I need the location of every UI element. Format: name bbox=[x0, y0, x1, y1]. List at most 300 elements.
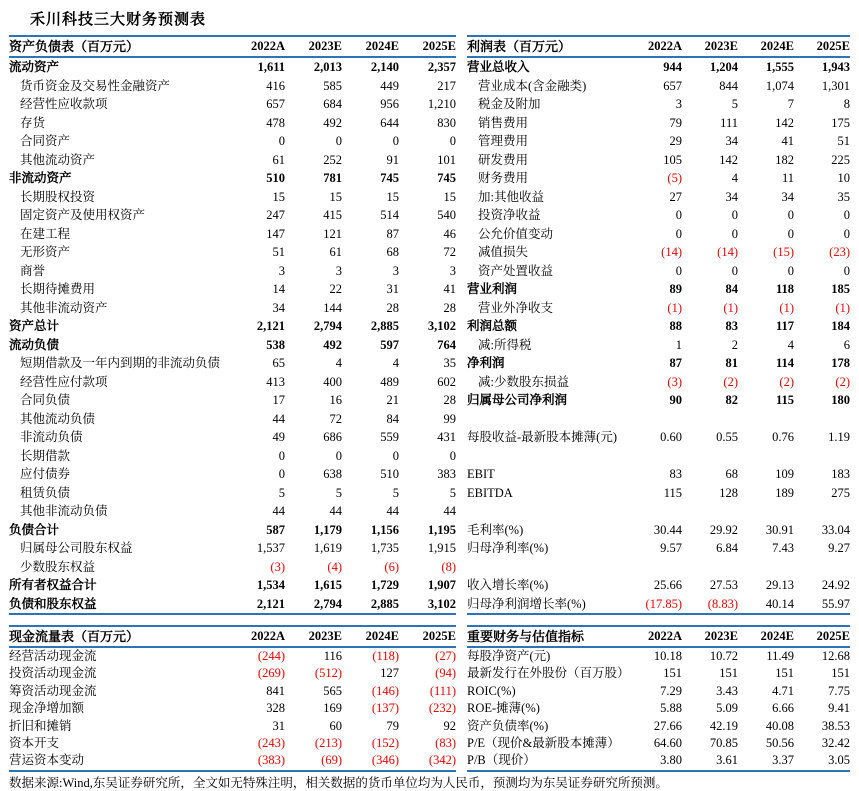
cell-value: 6 bbox=[843, 337, 850, 352]
row-label: 长期股权投资 bbox=[20, 189, 96, 204]
cell-value: 15 bbox=[329, 189, 342, 204]
cell-value: 41 bbox=[443, 282, 456, 296]
table-row bbox=[467, 683, 850, 700]
table-row bbox=[467, 206, 850, 225]
cell-value: 14 bbox=[272, 282, 285, 296]
cell-value: 7.43 bbox=[772, 541, 794, 555]
cell-value: 7 bbox=[787, 97, 794, 111]
cell-value: 0 bbox=[449, 448, 456, 463]
cell-value: 32.42 bbox=[821, 736, 850, 751]
spacer-row bbox=[467, 447, 850, 466]
cell-value: 449 bbox=[380, 78, 399, 93]
cell-value: 6.66 bbox=[772, 701, 794, 716]
row-label: 负债和股东权益 bbox=[9, 595, 228, 615]
table-row bbox=[9, 317, 456, 336]
cell-value bbox=[738, 502, 794, 521]
cell-value: 3,102 bbox=[427, 319, 456, 333]
cell-value: 49 bbox=[272, 430, 285, 444]
cell-value: 3.05 bbox=[794, 752, 850, 770]
spacer-row bbox=[467, 558, 850, 577]
row-label: 非流动资产 bbox=[9, 171, 72, 185]
table-row bbox=[467, 595, 850, 615]
table-row bbox=[9, 576, 456, 595]
row-label: 所有者权益合计 bbox=[9, 578, 97, 592]
cell-value: 28 bbox=[443, 300, 456, 315]
cell-value: 0 bbox=[843, 263, 850, 278]
cell-value: 65 bbox=[272, 356, 285, 370]
table-row bbox=[9, 169, 456, 188]
cell-value: 15 bbox=[443, 189, 456, 204]
cell-value: 83 bbox=[669, 467, 682, 481]
cell-value: 109 bbox=[775, 467, 794, 481]
cell-value: 383 bbox=[437, 467, 456, 481]
cell-value: 38.53 bbox=[821, 718, 850, 733]
row-label: 最新发行在外股份（百万股） bbox=[467, 666, 630, 681]
cell-value: (2) bbox=[779, 374, 794, 389]
cell-value: 101 bbox=[437, 152, 456, 167]
page-title: 禾川科技三大财务预测表 bbox=[30, 12, 207, 28]
cell-value bbox=[626, 502, 682, 521]
cell-value: 50.56 bbox=[765, 736, 794, 751]
row-label: 毛利率(%) bbox=[467, 522, 524, 537]
cell-value: 115 bbox=[775, 393, 794, 407]
cell-value: 764 bbox=[437, 337, 456, 352]
table-row bbox=[9, 521, 456, 540]
row-label: 减值损失 bbox=[478, 245, 529, 259]
cell-value: 1,156 bbox=[370, 522, 399, 537]
cell-value: 87 bbox=[386, 226, 399, 241]
table-row bbox=[467, 57, 850, 77]
cell-value: 0 bbox=[731, 263, 738, 278]
row-label: 租赁负债 bbox=[20, 485, 71, 500]
income-statement-table bbox=[467, 35, 850, 615]
table-row bbox=[9, 484, 456, 503]
cell-value: 944 bbox=[663, 60, 682, 74]
cell-value: 413 bbox=[266, 374, 285, 389]
balance-sheet bbox=[9, 35, 456, 615]
cell-value: (1) bbox=[835, 300, 850, 315]
cell-value bbox=[738, 558, 794, 577]
table-row bbox=[467, 114, 850, 133]
cell-value: 415 bbox=[323, 208, 342, 222]
row-label: 营业外净收支 bbox=[478, 300, 554, 315]
table-row bbox=[9, 683, 456, 700]
table-row bbox=[9, 447, 456, 466]
table-title: 资产负债表（百万元） bbox=[9, 36, 228, 57]
cell-value: 25.66 bbox=[653, 578, 682, 592]
cell-value bbox=[794, 410, 850, 429]
cell-value: 44 bbox=[329, 504, 342, 518]
cell-value: 657 bbox=[266, 97, 285, 111]
row-label: 资产负债率(%) bbox=[467, 718, 549, 733]
table-row bbox=[467, 336, 850, 355]
row-label: 公允价值变动 bbox=[478, 226, 554, 241]
cell-value: 180 bbox=[831, 393, 850, 407]
table-row bbox=[467, 735, 850, 752]
cell-value: 27.53 bbox=[709, 578, 738, 592]
cell-value: (1) bbox=[667, 300, 682, 315]
cell-value: 12.68 bbox=[821, 649, 850, 663]
cell-value: 0 bbox=[392, 448, 399, 463]
cell-value: 1.19 bbox=[828, 430, 850, 444]
cash-flow-table bbox=[9, 625, 456, 772]
row-label: 少数股东权益 bbox=[20, 559, 96, 574]
cell-value: 144 bbox=[323, 300, 342, 315]
cell-value: 275 bbox=[831, 485, 850, 500]
cell-value: 9.57 bbox=[660, 541, 682, 555]
cell-value: 147 bbox=[266, 226, 285, 241]
cell-value: 3 bbox=[335, 263, 342, 278]
cell-value: 7.75 bbox=[828, 683, 850, 698]
cell-value: 5.88 bbox=[660, 701, 682, 716]
cell-value bbox=[738, 410, 794, 429]
cell-value: 585 bbox=[323, 78, 342, 93]
cell-value: (137) bbox=[371, 701, 399, 716]
cell-value: 84 bbox=[725, 282, 738, 296]
row-label: 固定资产及使用权资产 bbox=[20, 208, 146, 222]
cell-value: 17 bbox=[272, 393, 285, 407]
table-row bbox=[9, 188, 456, 207]
cell-value: 559 bbox=[380, 430, 399, 444]
table-row bbox=[9, 262, 456, 281]
row-label: 减:少数股东损益 bbox=[478, 374, 569, 389]
column-header: 2024E bbox=[738, 626, 794, 647]
cell-value: 1,534 bbox=[256, 578, 285, 592]
table-row bbox=[467, 752, 850, 770]
cell-value: 5 bbox=[449, 485, 456, 500]
cell-value: 2,140 bbox=[370, 60, 399, 74]
cell-value: 1,943 bbox=[821, 60, 850, 74]
cell-value: 0.55 bbox=[716, 430, 738, 444]
table-row bbox=[467, 243, 850, 262]
cell-value: 34 bbox=[272, 300, 285, 315]
cell-value: (2) bbox=[835, 374, 850, 389]
cell-value: 46 bbox=[443, 226, 456, 241]
row-label: 营业利润 bbox=[467, 282, 518, 296]
row-label: 营业总收入 bbox=[467, 60, 530, 74]
cell-value: 34 bbox=[781, 189, 794, 204]
row-label: 减:所得税 bbox=[478, 337, 532, 352]
cell-value: (27) bbox=[435, 649, 456, 663]
table-row bbox=[467, 354, 850, 373]
row-label: 流动资产 bbox=[9, 60, 60, 74]
column-header: 2022A bbox=[228, 36, 285, 57]
cell-value: (14) bbox=[717, 245, 738, 259]
row-label: 长期待摊费用 bbox=[20, 282, 96, 296]
row-label: 利润总额 bbox=[467, 319, 518, 333]
cell-value: 2,885 bbox=[370, 319, 399, 333]
cell-value: 514 bbox=[380, 208, 399, 222]
row-label: 每股净资产(元) bbox=[467, 649, 551, 663]
cell-value: 15 bbox=[386, 189, 399, 204]
cell-value bbox=[794, 558, 850, 577]
cell-value: 184 bbox=[831, 319, 850, 333]
key-metrics bbox=[467, 625, 850, 772]
cell-value: 4 bbox=[392, 356, 399, 370]
cell-value: 2,121 bbox=[256, 319, 285, 333]
cell-value: 431 bbox=[437, 430, 456, 444]
cell-value: 0 bbox=[675, 208, 682, 222]
table-row bbox=[9, 373, 456, 392]
row-label: 每股收益-最新股本摊薄(元) bbox=[467, 430, 617, 444]
row-label: 其他流动负债 bbox=[20, 411, 96, 426]
cell-value: (94) bbox=[435, 666, 456, 681]
cell-value: 684 bbox=[323, 97, 342, 111]
table-row bbox=[467, 262, 850, 281]
cell-value: 0 bbox=[843, 226, 850, 241]
table-row bbox=[9, 539, 456, 558]
cell-value: 31 bbox=[386, 282, 399, 296]
row-label: 筹资活动现金流 bbox=[9, 683, 97, 698]
row-label: ROE-摊薄(%) bbox=[467, 701, 540, 716]
cell-value: 0 bbox=[392, 134, 399, 148]
cell-value: (14) bbox=[661, 245, 682, 259]
table-row bbox=[9, 225, 456, 244]
column-header: 2023E bbox=[682, 626, 738, 647]
cell-value: 11 bbox=[781, 171, 794, 185]
cell-value: 42.19 bbox=[709, 718, 738, 733]
cell-value: 6.84 bbox=[716, 541, 738, 555]
income-statement bbox=[467, 35, 850, 615]
table-row bbox=[467, 521, 850, 540]
cell-value: 5.09 bbox=[716, 701, 738, 716]
table-title: 重要财务与估值指标 bbox=[467, 626, 626, 647]
cell-value: (69) bbox=[285, 752, 342, 770]
row-label bbox=[467, 410, 626, 429]
column-header: 2025E bbox=[794, 36, 850, 57]
cell-value: 41 bbox=[781, 134, 794, 148]
table-row bbox=[467, 280, 850, 299]
cell-value: 90 bbox=[669, 393, 682, 407]
cell-value: (342) bbox=[399, 752, 456, 770]
row-label: 经营活动现金流 bbox=[9, 649, 97, 663]
cell-value: 745 bbox=[380, 171, 399, 185]
row-label: 资产总计 bbox=[9, 319, 60, 333]
cell-value: 151 bbox=[719, 666, 738, 681]
row-label: 其他非流动资产 bbox=[20, 300, 108, 315]
cell-value bbox=[738, 447, 794, 466]
row-label: 商誉 bbox=[20, 263, 46, 278]
cell-value: 1 bbox=[675, 337, 682, 352]
cell-value: 400 bbox=[323, 374, 342, 389]
row-label: 净利润 bbox=[467, 356, 505, 370]
cell-value bbox=[682, 410, 738, 429]
column-header: 2025E bbox=[399, 626, 456, 647]
cell-value: 118 bbox=[775, 282, 794, 296]
cell-value: (3) bbox=[667, 374, 682, 389]
table-row bbox=[467, 317, 850, 336]
cell-value: 87 bbox=[669, 356, 682, 370]
cell-value: 0 bbox=[675, 226, 682, 241]
cell-value: 1,204 bbox=[709, 60, 738, 74]
cell-value: (111) bbox=[429, 683, 456, 698]
row-label: 投资净收益 bbox=[478, 208, 541, 222]
cell-value: 416 bbox=[266, 78, 285, 93]
table-row bbox=[9, 132, 456, 151]
cell-value: (118) bbox=[372, 649, 399, 663]
table-row bbox=[9, 558, 456, 577]
tables-grid bbox=[9, 35, 850, 772]
cell-value: 0 bbox=[278, 467, 285, 481]
table-row bbox=[9, 299, 456, 318]
row-label: 短期借款及一年内到期的非流动负债 bbox=[20, 356, 221, 370]
row-label: 无形资产 bbox=[20, 245, 71, 259]
cell-value: 0 bbox=[449, 134, 456, 148]
row-label: 货币资金及交易性金融资产 bbox=[20, 78, 171, 93]
row-label: 经营性应付款项 bbox=[20, 374, 108, 389]
cell-value: 169 bbox=[323, 701, 342, 716]
cell-value: 21 bbox=[386, 393, 399, 407]
table-row bbox=[467, 391, 850, 410]
table-row bbox=[9, 151, 456, 170]
cell-value: 33.04 bbox=[821, 522, 850, 537]
table-row bbox=[467, 299, 850, 318]
column-header: 2025E bbox=[794, 626, 850, 647]
cell-value: (6) bbox=[384, 559, 399, 574]
table-row bbox=[9, 502, 456, 521]
cell-value: 1,915 bbox=[427, 541, 456, 555]
cell-value: 82 bbox=[725, 393, 738, 407]
column-header: 2024E bbox=[342, 626, 399, 647]
table-row bbox=[9, 95, 456, 114]
table-row bbox=[9, 718, 456, 735]
cell-value: 99 bbox=[443, 411, 456, 426]
cell-value: 3,102 bbox=[399, 595, 456, 615]
cell-value: (213) bbox=[314, 736, 342, 751]
table-row bbox=[467, 373, 850, 392]
table-row bbox=[9, 206, 456, 225]
cell-value: 79 bbox=[669, 115, 682, 130]
cell-value: (346) bbox=[342, 752, 399, 770]
cell-value: 117 bbox=[775, 319, 794, 333]
header-row bbox=[467, 626, 850, 647]
table-row bbox=[467, 576, 850, 595]
cell-value: (152) bbox=[371, 736, 399, 751]
cell-value: 3.37 bbox=[738, 752, 794, 770]
column-header: 2022A bbox=[228, 626, 285, 647]
cell-value: 2,885 bbox=[342, 595, 399, 615]
cell-value: 92 bbox=[443, 718, 456, 733]
cell-value bbox=[682, 502, 738, 521]
cell-value: 2 bbox=[731, 337, 738, 352]
row-label: 其他流动资产 bbox=[20, 152, 96, 167]
cell-value: 35 bbox=[443, 356, 456, 370]
row-label: 负债合计 bbox=[9, 522, 60, 537]
row-label: 销售费用 bbox=[478, 115, 529, 130]
cell-value: 128 bbox=[719, 485, 738, 500]
cell-value: 114 bbox=[775, 356, 794, 370]
cell-value: (23) bbox=[829, 245, 850, 259]
cell-value: 44 bbox=[443, 504, 456, 518]
cell-value: 956 bbox=[380, 97, 399, 111]
table-row bbox=[9, 465, 456, 484]
cell-value: 88 bbox=[669, 319, 682, 333]
column-header: 2023E bbox=[682, 36, 738, 57]
cell-value: 1,555 bbox=[765, 60, 794, 74]
cell-value: 781 bbox=[323, 171, 342, 185]
row-label: 税金及附加 bbox=[478, 97, 541, 111]
cell-value: 44 bbox=[386, 504, 399, 518]
table-row bbox=[467, 77, 850, 96]
row-label: 归属母公司股东权益 bbox=[20, 541, 133, 555]
row-label: 其他非流动负债 bbox=[20, 504, 108, 518]
row-label: 管理费用 bbox=[478, 134, 529, 148]
row-label: 研发费用 bbox=[478, 152, 529, 167]
cell-value: 686 bbox=[323, 430, 342, 444]
cell-value: 1,210 bbox=[427, 97, 456, 111]
row-label: EBITDA bbox=[467, 485, 513, 500]
cell-value: 35 bbox=[837, 189, 850, 204]
row-label: ROIC(%) bbox=[467, 683, 516, 698]
cell-value: 0 bbox=[335, 448, 342, 463]
cell-value: 1,735 bbox=[370, 541, 399, 555]
cell-value: (146) bbox=[371, 683, 399, 698]
cell-value: 81 bbox=[725, 356, 738, 370]
cell-value: (232) bbox=[428, 701, 456, 716]
cell-value: 34 bbox=[725, 134, 738, 148]
table-row bbox=[467, 151, 850, 170]
cell-value: 2,013 bbox=[313, 60, 342, 74]
cell-value: 0.76 bbox=[772, 430, 794, 444]
cell-value: 127 bbox=[380, 666, 399, 681]
table-row bbox=[9, 595, 456, 615]
row-label: 经营性应收款项 bbox=[20, 97, 108, 111]
cell-value: 602 bbox=[437, 374, 456, 389]
cell-value: 28 bbox=[443, 393, 456, 407]
row-label: 投资活动现金流 bbox=[9, 666, 97, 681]
cell-value: 22 bbox=[329, 282, 342, 296]
cell-value: 597 bbox=[380, 337, 399, 352]
cell-value: 0 bbox=[278, 134, 285, 148]
table-title: 利润表（百万元） bbox=[467, 36, 626, 57]
cell-value: 1,074 bbox=[765, 78, 794, 93]
cell-value: 64.60 bbox=[653, 736, 682, 751]
cell-value: 1,301 bbox=[821, 78, 850, 93]
cell-value: 5 bbox=[731, 97, 738, 111]
cell-value: 0 bbox=[787, 263, 794, 278]
cell-value: 11.49 bbox=[766, 649, 794, 663]
column-header: 2022A bbox=[626, 626, 682, 647]
cell-value: 217 bbox=[437, 78, 456, 93]
row-label: 营运资本变动 bbox=[9, 752, 228, 770]
source-note: 数据来源:Wind,东吴证券研究所，全文如无特殊注明，相关数据的货币单位均为人民币，预测均为东吴证券研究所预测。 bbox=[9, 775, 668, 790]
cell-value: 0 bbox=[787, 226, 794, 241]
cell-value: 10.18 bbox=[653, 649, 682, 663]
cell-value: 5 bbox=[335, 485, 342, 500]
cell-value: 4.71 bbox=[772, 683, 794, 698]
row-label: 存货 bbox=[20, 115, 46, 130]
cell-value: 328 bbox=[266, 701, 285, 716]
cell-value: 51 bbox=[837, 134, 850, 148]
row-label: 归属母公司净利润 bbox=[467, 393, 568, 407]
row-label: EBIT bbox=[467, 467, 495, 481]
cell-value: 3 bbox=[675, 97, 682, 111]
spacer-row bbox=[467, 410, 850, 429]
cell-value: 31 bbox=[272, 718, 285, 733]
cell-value: 105 bbox=[663, 152, 682, 167]
cell-value: (383) bbox=[228, 752, 285, 770]
cell-value: 1,907 bbox=[427, 578, 456, 592]
cell-value: 5 bbox=[278, 485, 285, 500]
table-row bbox=[9, 243, 456, 262]
cell-value: 183 bbox=[831, 467, 850, 481]
cell-value: 540 bbox=[437, 208, 456, 222]
cell-value: (15) bbox=[773, 245, 794, 259]
table-row bbox=[9, 752, 456, 770]
cell-value: 489 bbox=[380, 374, 399, 389]
cell-value: 175 bbox=[831, 115, 850, 130]
cell-value: (83) bbox=[435, 736, 456, 751]
